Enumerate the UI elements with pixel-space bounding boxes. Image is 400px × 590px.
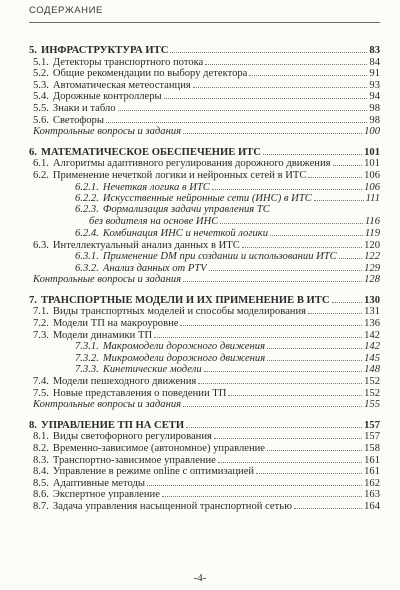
running-header: СОДЕРЖАНИЕ [29,5,103,16]
dot-leader [308,305,362,314]
toc-entry-title: Контрольные вопросы и задания [33,399,182,411]
toc-entry-number: 8.7. [33,500,49,512]
toc-entry-title: Временно-зависимое (автономное) управление [52,443,265,454]
toc-entry-title: Кинетические модели [102,364,202,376]
dot-leader [270,227,363,236]
toc-section [29,146,380,285]
dot-leader [118,102,368,111]
toc-entry[interactable] [29,102,380,114]
toc-entry-page: 94 [369,91,380,103]
toc-entry-number: 7.5. [33,387,49,399]
toc-entry[interactable] [29,157,380,169]
toc-entry-number: 8.5. [33,477,49,489]
toc-entry[interactable] [29,56,380,68]
toc-entry-title: Задача управления насыщенной транспортной сетью [52,500,292,512]
toc-entry-number: 8.3. [33,454,49,466]
toc-entry-number: 6.2.2. [75,193,99,205]
toc-entry-page: 93 [369,79,380,91]
dot-leader [314,192,364,201]
toc-entry-page: 152 [364,376,380,388]
toc-entry[interactable] [29,387,380,399]
toc-entry-number: 7.3. [33,329,49,341]
toc-entry-number: 6.1. [33,158,49,170]
toc-entry[interactable] [29,114,380,126]
toc-entry[interactable] [29,500,380,512]
toc-section [29,44,380,137]
toc-entry[interactable] [29,250,380,262]
toc-entry-number: 6.2.1. [75,181,99,193]
dot-leader [162,488,362,497]
dot-leader [154,329,362,338]
toc-entry-number: 5.2. [33,68,49,80]
toc-entry-number: 5.3. [33,79,49,91]
dot-leader [214,430,362,439]
toc-entry-title: ИНФРАСТРУКТУРА ИТС [40,45,169,56]
toc-entry[interactable] [29,67,380,79]
toc-entry-title: Микромодели дорожного движения [102,352,266,364]
toc-entry-page: 142 [364,329,380,341]
dot-leader [333,157,363,166]
toc-entry-number: 7.2. [33,318,49,330]
toc-entry[interactable] [29,465,380,477]
dot-leader [193,79,368,88]
toc-entry-title: МАТЕМАТИЧЕСКОЕ ОБЕСПЕЧЕНИЕ ИТС [40,146,261,158]
toc-entry-title: Светофоры [52,114,104,126]
toc-entry-title: Нечеткая логика в ИТС [102,181,210,193]
toc-entry-page: 161 [364,454,380,466]
dot-leader [249,67,367,76]
toc-entry-page: 83 [369,45,380,56]
toc-entry-page: 162 [364,477,380,489]
toc-entry-number: 8.6. [33,489,49,501]
toc-entry[interactable] [29,90,380,102]
toc-chapter-heading[interactable] [29,146,380,158]
dot-leader [218,454,362,463]
toc-entry-page: 145 [364,352,380,364]
toc-section [29,419,380,512]
dot-leader [183,273,362,282]
page-number: -4- [193,572,207,584]
toc-entry-page: 84 [369,56,380,68]
toc-entry-page: 106 [364,181,380,193]
toc-entry-title: Модели пешеходного движения [52,376,197,388]
toc-entry-page: 148 [364,364,380,376]
dot-leader [198,375,362,384]
dot-leader [267,340,362,349]
toc-entry[interactable] [29,262,380,274]
dot-leader [263,146,362,155]
toc-entry-number: 5.1. [33,56,49,68]
toc-entry-page: 106 [364,169,380,181]
toc-entry-number: 5. [29,45,37,56]
toc-entry-title: ТРАНСПОРТНЫЕ МОДЕЛИ И ИХ ПРИМЕНЕНИЕ В ИТС [40,294,330,306]
toc-entry-title: УПРАВЛЕНИЕ ТП НА СЕТИ [40,419,185,431]
toc-entry-title: Автоматическая метеостанция [52,79,191,91]
dot-leader [209,262,362,271]
dot-leader [170,44,367,53]
dot-leader [267,352,362,361]
toc-entry-number: 6. [29,146,37,158]
toc-entry[interactable] [29,181,380,193]
toc-entry-page: 161 [364,466,380,478]
dot-leader [220,215,363,224]
toc-entry-page: 91 [369,68,380,80]
toc-entry-page: 163 [364,489,380,501]
toc-entry-page: 120 [364,239,380,251]
toc-entry[interactable] [29,340,380,352]
toc-entry-title: Комбинация ИНС и нечеткой логики [102,227,269,239]
toc-entry-page: 130 [364,294,380,306]
toc-entry-page: 131 [364,306,380,318]
toc-entry-title: Анализ данных от PTV [102,262,207,274]
toc-entry-title: Управление в режиме online с оптимизацией [52,466,255,478]
toc-entry-title: Формализация задачи управления ТС [102,203,270,215]
toc-entry-title: Применение DM при создании и использовании ИТС [102,251,337,263]
toc-chapter-heading[interactable] [29,294,380,306]
toc-entry-title: Транспортно-зависимое управление [52,454,216,466]
toc-entry[interactable] [29,352,380,364]
toc-entry-title: Адаптивные методы [52,477,145,489]
toc-entry-page: 119 [364,227,380,239]
toc-entry-title: Контрольные вопросы и задания [33,274,182,286]
toc-entry[interactable] [29,442,380,454]
dot-leader [183,398,362,407]
toc-entry-number: 7. [29,294,37,306]
toc-entry[interactable] [29,363,380,375]
dot-leader [294,500,362,509]
toc-entry-number: 6.3. [33,239,49,251]
toc-entry-page: 136 [364,318,380,330]
toc-entry-number: 6.2. [33,169,49,181]
toc-entry-number: 7.3.2. [75,352,99,364]
toc-entry-page: 157 [364,431,380,443]
toc-entry-title: Искусственные нейронные сети (ИНС) в ИТС [102,193,312,205]
toc-entry[interactable] [29,430,380,442]
toc-entry-title: Макромодели дорожного движения [102,341,265,353]
toc-entry-number: 6.3.2. [75,262,99,274]
toc-entry-page: 122 [364,251,380,263]
toc-entry-number: 5.6. [33,114,49,126]
toc-entry-number: 8. [29,419,37,431]
toc-entry-number: 8.1. [33,431,49,443]
toc-entry-page: 100 [364,126,380,138]
dot-leader [308,169,362,178]
toc-entry-title: Дорожные контроллеры [52,91,162,103]
toc-entry-title: Виды светофорного регулирования [52,431,212,443]
dot-leader [332,294,363,303]
toc-entry-title: Общие рекомендации по выбору детектора [52,68,248,80]
toc-entry-page: 155 [364,399,380,411]
toc-entry-page: 128 [364,274,380,286]
toc-entry-number: 8.4. [33,466,49,478]
toc-entry-page: 152 [364,387,380,399]
dot-leader [228,387,362,396]
toc-entry-page: 129 [364,262,380,274]
toc-entry[interactable] [29,375,380,387]
toc-entry-title: Модели динамики ТП [52,329,153,341]
toc-entry[interactable] [29,329,380,341]
toc-entry-page: 142 [364,341,380,353]
dot-leader [106,114,367,123]
dot-leader [164,90,368,99]
dot-leader [180,317,362,326]
toc-section [29,294,380,410]
toc-entry-title: без водителя на основе ИНС [89,216,219,228]
toc-entry[interactable] [29,477,380,489]
toc-entry-number: 5.4. [33,91,49,103]
dot-leader [212,181,362,190]
toc-entry-title: Знаки и табло [52,102,116,114]
toc-entry-title: Алгоритмы адаптивного регулирования дорожного движения [52,158,331,170]
toc-entry-title: Новые представления о поведении ТП [52,387,227,399]
toc-entry-page: 164 [364,500,380,512]
toc-entry[interactable] [29,488,380,500]
dot-leader [256,465,362,474]
toc-entry-title: Контрольные вопросы и задания [33,126,182,138]
toc-entry[interactable] [29,215,380,227]
toc-entry[interactable] [29,204,380,216]
toc-entry-number: 6.2.4. [75,227,99,239]
toc-entry-number: 5.5. [33,102,49,114]
toc-entry[interactable] [29,79,380,91]
toc-entry-number: 7.3.3. [75,364,99,376]
toc-entry[interactable] [29,192,380,204]
toc-entry[interactable] [29,125,380,137]
toc-entry-number: 6.2.3. [75,203,99,215]
dot-leader [183,125,362,134]
toc-entry-number: 6.3.1. [75,251,99,263]
toc-entry[interactable] [29,227,380,239]
toc-entry-number: 7.4. [33,376,49,388]
toc-entry-title: Модели ТП на макроуровне [52,318,179,330]
toc-entry-number: 8.2. [33,443,49,454]
toc-entry-number: 7.1. [33,306,49,318]
dot-leader [205,56,367,65]
toc-entry[interactable] [29,398,380,410]
toc-entry-page: 158 [364,443,380,454]
toc-entry-page: 98 [369,114,380,126]
dot-leader [204,363,362,372]
toc-entry[interactable] [29,317,380,329]
toc-entry-title: Интеллектуальный анализ данных в ИТС [52,239,240,251]
toc-entry[interactable] [29,239,380,251]
dot-leader [186,419,362,428]
toc-chapter-heading[interactable] [29,419,380,431]
dot-leader [242,239,362,248]
toc-entry[interactable] [29,305,380,317]
toc-entry-page: 98 [369,102,380,114]
toc-entry[interactable] [29,169,380,181]
dot-leader [339,250,362,259]
toc-entry-page: 101 [364,146,380,158]
toc-entry[interactable] [29,273,380,285]
toc-entry-page: 101 [364,158,380,170]
toc-entry-page: 116 [364,216,380,228]
header-rule [29,22,380,23]
toc-entry-title: Виды транспортных моделей и способы моделирования [52,306,307,318]
toc-entry-page: 111 [365,193,380,205]
toc-entry-number: 7.3.1. [75,341,99,353]
toc-entry-title: Экспертное управление [52,489,160,501]
toc-entry-page: 157 [364,419,380,431]
toc-entry-title: Детекторы транспортного потока [52,56,204,68]
dot-leader [267,442,362,451]
toc-entry[interactable] [29,454,380,466]
table-of-contents [29,44,380,521]
toc-entry-title: Применение нечеткой логики и нейронных сетей в ИТС [52,169,307,181]
dot-leader [147,477,362,486]
toc-chapter-heading[interactable] [29,44,380,56]
